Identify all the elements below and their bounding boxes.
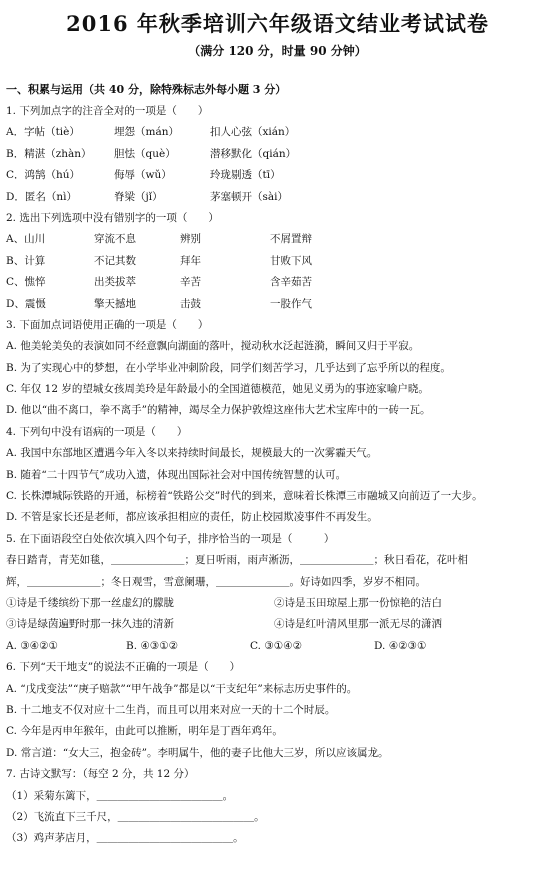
question-6-stem: 6. 下列“天干地支”的说法不正确的一项是（ ）	[6, 661, 241, 674]
question-3-option-a: A. 他美轮美奂的表演如同不经意飘向湖面的落叶，搅动秋水泛起涟漪，瞬间又归于平寂。	[6, 340, 420, 353]
option-cell: 埋怨（mán）	[114, 126, 179, 139]
choice-d: D. ④②③①	[374, 639, 427, 652]
question-7-stem: 7. 古诗文默写：（每空 2 分，共 12 分）	[6, 768, 195, 781]
option-cell: 拜年	[180, 254, 201, 267]
sentence-item: ③诗是绿茵遍野时那一抹久违的清新	[6, 618, 174, 631]
question-5-stem: 5. 在下面语段空白处依次填入四个句子，排序恰当的一项是（ ）	[6, 532, 335, 545]
question-5-items-row-2	[6, 614, 549, 635]
question-2-option-d	[6, 294, 549, 315]
option-cell: 含辛茹苦	[270, 276, 312, 289]
choice-b: B. ④③①②	[126, 639, 179, 652]
question-4-option-d: D. 不管是家长还是老师，都应该承担相应的责任，防止校园欺凌事件不再发生。	[6, 511, 378, 524]
question-5-items-row-1	[6, 593, 549, 614]
question-5-choices	[6, 636, 549, 657]
option-cell: 甘败下风	[270, 254, 312, 267]
option-cell: 胆怯（què）	[114, 147, 176, 160]
option-cell: A．字帖（tiè）	[6, 126, 80, 139]
question-1-option-d	[6, 187, 549, 208]
question-1-option-c	[6, 165, 549, 186]
question-6-option-b: B. 十二地支不仅对应十二生肖，而且可以用来对应一天的十二个时辰。	[6, 703, 336, 716]
choice-c: C. ③①④②	[250, 639, 302, 652]
section-heading: 一、积累与运用（共 40 分，除特殊标志外每小题 3 分）	[6, 83, 287, 96]
question-1-option-b	[6, 144, 549, 165]
question-7-item-2: （2）飞流直下三千尺，＿＿＿＿＿＿＿＿＿＿＿＿＿。	[6, 810, 265, 823]
question-4-option-b: B. 随着“二十四节气”成功入遗，体现出国际社会对中国传统智慧的认可。	[6, 468, 347, 481]
question-4-stem: 4. 下列句中没有语病的一项是（ ）	[6, 425, 188, 438]
exam-subtitle: （满分 120 分，时量 90 分钟）	[188, 44, 367, 58]
option-cell: A、山川	[6, 233, 46, 246]
exam-page	[0, 8, 555, 870]
sentence-item: ①诗是千缕缤纷下那一丝虚幻的朦胧	[6, 597, 174, 609]
sentence-item: ②诗是玉田琼屋上那一份惊艳的洁白	[274, 597, 442, 609]
question-6-option-c: C. 今年是丙申年猴年，由此可以推断，明年是丁酉年鸡年。	[6, 725, 283, 738]
choice-a: A. ③④②①	[6, 639, 58, 652]
question-6-option-a: A. “戊戌变法”“庚子赔款”“甲午战争”都是以“干支纪年”来标志历史事件的。	[6, 682, 358, 695]
option-cell: 辛苦	[180, 276, 201, 289]
exam-title: 2016 年秋季培训六年级语文结业考试试卷	[66, 11, 489, 36]
question-3-option-c: C. 年仅 12 岁的望城女孩周美玲是年龄最小的全国道德模范，她见义勇为的事迹家喻户晓。	[6, 383, 429, 396]
option-cell: C．鸿鹄（hú）	[6, 169, 81, 182]
question-3-option-d: D. 他以“曲不离口，拳不离手”的精神，竭尽全力保护敦煌这座伟大艺术宝库中的一砖一瓦。	[6, 404, 431, 417]
option-cell: 不屑置辩	[270, 233, 312, 246]
option-cell: D、震慑	[6, 297, 46, 310]
question-6-option-d: D. 常言道：“女大三，抱金砖”。李明属牛，他的妻子比他大三岁，所以应该属龙。	[6, 746, 389, 759]
option-cell: 一股作气	[270, 297, 312, 310]
question-7-item-3: （3）鸡声茅店月，＿＿＿＿＿＿＿＿＿＿＿＿＿。	[6, 832, 244, 845]
option-cell: 茅塞顿开（sài）	[210, 190, 289, 203]
question-2-stem: 2. 选出下列选项中没有错别字的一项（ ）	[6, 211, 219, 224]
question-5-passage-line-2: 辉，＿＿＿＿＿＿＿；冬日观雪，雪意阑珊，＿＿＿＿＿＿＿。好诗如四季，岁岁不相同。	[6, 575, 426, 588]
question-4-option-c: C. 长株潭城际铁路的开通，标榜着“铁路公交”时代的到来，意味着长株潭三市融城又向前迈了一大步。	[6, 490, 483, 503]
option-cell: 出类拔萃	[94, 276, 136, 289]
question-1-option-a	[6, 122, 549, 143]
question-3-stem: 3. 下面加点词语使用正确的一项是（ ）	[6, 318, 209, 331]
option-cell: D．匿名（nì）	[6, 190, 78, 203]
option-cell: 辨别	[180, 233, 201, 246]
option-cell: 脊梁（jǐ）	[114, 190, 163, 203]
question-3-option-b: B. 为了实现心中的梦想，在小学毕业冲刺阶段，同学们刻苦学习，几乎达到了忘乎所以的程度。	[6, 361, 451, 374]
option-cell: 玲珑剔透（tī）	[210, 169, 281, 182]
option-cell: C、憔悴	[6, 276, 46, 289]
question-7-item-1: （1）采菊东篱下，＿＿＿＿＿＿＿＿＿＿＿＿。	[6, 789, 234, 802]
question-5-passage-line-1: 春日踏青，青芜如毯，＿＿＿＿＿＿＿；夏日听雨，雨声淅沥，＿＿＿＿＿＿＿；秋日看花，花叶相	[6, 554, 468, 567]
question-1-stem: 1. 下列加点字的注音全对的一项是（ ）	[6, 105, 209, 117]
option-cell: 擎天撼地	[94, 297, 136, 310]
option-cell: 侮辱（wǔ）	[114, 169, 172, 182]
option-cell: 击鼓	[180, 297, 201, 310]
option-cell: 穿流不息	[94, 233, 136, 246]
question-2-option-c	[6, 272, 549, 293]
option-cell: 潜移默化（qián）	[210, 147, 297, 160]
option-cell: B．精湛（zhàn）	[6, 147, 92, 160]
option-cell: 不记其数	[94, 254, 136, 267]
question-4-option-a: A. 我国中东部地区遭遇今年入冬以来持续时间最长，规模最大的一次雾霾天气。	[6, 447, 378, 460]
question-2-option-b	[6, 251, 549, 272]
question-2-option-a	[6, 229, 549, 250]
option-cell: B、计算	[6, 254, 46, 267]
option-cell: 扣人心弦（xián）	[210, 126, 296, 139]
sentence-item: ④诗是红叶清风里那一派无尽的潇洒	[274, 618, 442, 631]
